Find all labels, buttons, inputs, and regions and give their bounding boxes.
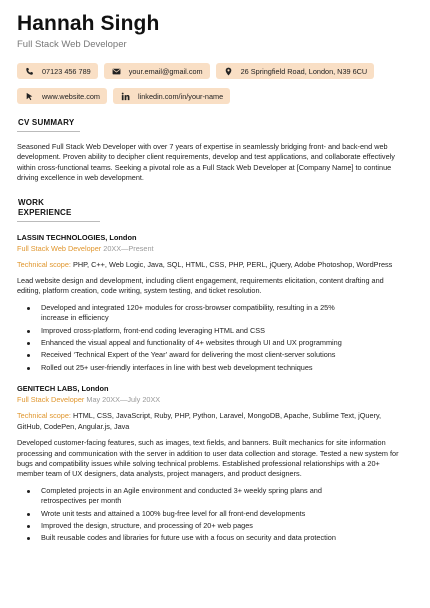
job-description: Developed customer-facing features, such as images, text fields, and banners. Built mechanics for site information processing and communication with the server in addition to user data collection and storage. Tested a new system for bugs and compatibility issues while solving technical problems. Established professional relationships with a 20+ member team of UX designers, data analysts, project managers, and product designers. [17, 438, 399, 479]
list-item: Improved cross-platform, front-end coding leveraging HTML and CSS [27, 326, 413, 336]
list-item: Developed and integrated 120+ modules for cross-browser compatibility, resulting in a 25% increase in efficiency [27, 303, 413, 324]
job-dates: 20XX—Present [103, 243, 154, 253]
job-scope [17, 411, 413, 432]
list-item: Improved the design, structure, and processing of 20+ web pages [27, 521, 413, 531]
experience-section [17, 198, 413, 544]
job-entry [17, 384, 413, 543]
job-bullets [17, 303, 413, 373]
list-item: Received ‘Technical Expert of the Year’ award for delivering the most client-server solutions [27, 350, 413, 360]
phone-icon [25, 67, 34, 76]
summary-text: Seasoned Full Stack Web Developer with over 7 years of expertise in seamlessly bridging front- and back-end web development. Proven ability to decipher client requirements, develop and test applications, and collaborate effectively within cross-functional teams. Seeking a pivotal role as a Full Stack Web Developer at [Company Name] to continue driving excellence in web development. [17, 142, 395, 183]
job-scope [17, 260, 413, 270]
job-position: Full Stack Developer [17, 395, 85, 405]
job-description: Lead website design and development, including client engagement, requirements elicitation, content drafting and editing, platform creation, code writing, system testing, and ticket resolution. [17, 276, 384, 296]
list-item: Enhanced the visual appeal and functionality of 4+ websites through UI and UX programming [27, 338, 413, 348]
contact-website[interactable] [17, 88, 107, 104]
list-item: Built reusable codes and libraries for future use with a focus on security and data protection [27, 533, 413, 543]
scope-label: Technical scope: [17, 259, 71, 269]
contact-website-text: www.website.com [42, 91, 100, 101]
experience-heading: WORK EXPERIENCE [17, 198, 100, 222]
contact-phone-text: 07123 456 789 [42, 66, 91, 76]
job-company: LASSIN TECHNOLOGIES, London [17, 232, 137, 242]
email-icon [112, 67, 121, 76]
job-entry [17, 233, 413, 374]
job-company: GENITECH LABS, London [17, 384, 109, 394]
contact-address-text: 26 Springfield Road, London, N39 6CU [240, 66, 368, 76]
job-bullets [17, 486, 413, 544]
job-title-line [17, 244, 413, 254]
scope-label: Technical scope: [17, 411, 71, 421]
contact-chips [17, 63, 377, 104]
list-item: Rolled out 25+ user-friendly interfaces in line with best web development techniques [27, 363, 413, 373]
contact-email[interactable] [104, 63, 210, 79]
scope-text: PHP, C++, Web Logic, Java, SQL, HTML, CSS, PHP, PERL, jQuery, Adobe Photoshop, WordPress [72, 259, 393, 269]
summary-heading: CV SUMMARY [17, 118, 80, 132]
list-item: Wrote unit tests and attained a 100% bug-free level for all front-end developments [27, 509, 413, 519]
list-item: Completed projects in an Agile environment and conducted 3+ weekly spring plans and retrospectives per month [27, 486, 413, 507]
scope-text: HTML, CSS, JavaScript, Ruby, PHP, Python, Laravel, MongoDB, Apache, Sublime Text, jQuery, GitHub, CodePen, Angular.js, Java [17, 411, 382, 431]
location-icon [224, 67, 233, 76]
job-dates: May 20XX—July 20XX [86, 395, 161, 405]
contact-phone[interactable] [17, 63, 98, 79]
cursor-icon [25, 92, 34, 101]
candidate-name: Hannah Singh [17, 12, 160, 35]
job-title-line [17, 395, 413, 405]
contact-linkedin-text: linkedin.com/in/your-name [138, 91, 224, 101]
summary-section [17, 118, 413, 184]
contact-email-text: your.email@gmail.com [128, 66, 203, 76]
job-position: Full Stack Web Developer [17, 243, 102, 253]
contact-address[interactable] [216, 63, 375, 79]
contact-linkedin[interactable] [113, 88, 230, 104]
candidate-role: Full Stack Web Developer [17, 39, 127, 50]
linkedin-icon [121, 92, 130, 101]
